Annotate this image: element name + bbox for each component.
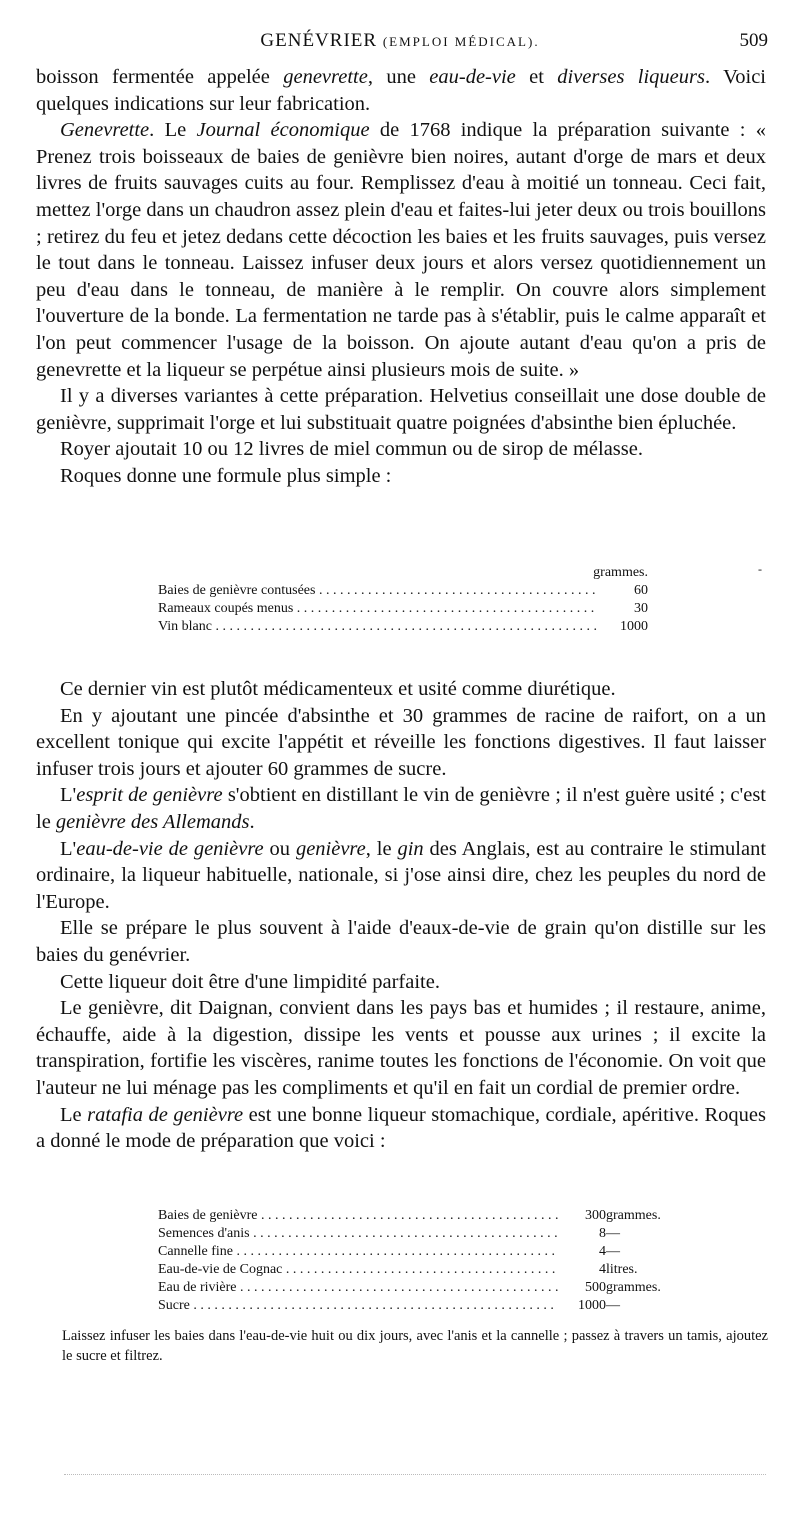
paragraph-4: Royer ajoutait 10 ou 12 livres de miel commun ou de sirop de mélasse. bbox=[60, 438, 643, 461]
paragraph-8 bbox=[36, 782, 766, 835]
ingredient-quantity: 4 bbox=[558, 1243, 606, 1261]
recipe-row bbox=[158, 1279, 698, 1297]
running-title-main: GENÉVRIER bbox=[260, 30, 378, 51]
page-number: 509 bbox=[739, 30, 768, 51]
ingredient-name: Eau de rivière . . . bbox=[158, 1279, 558, 1297]
italic-term: diverses liqueurs bbox=[557, 66, 705, 88]
recipe-row bbox=[158, 600, 648, 618]
paragraph-7: En y ajoutant une pincée d'absinthe et 30 grammes de racine de raifort, on a un excellent tonique qui excite l'appétit et réveille les fonctions digestives. Il faut laisser infuser trois jours et ajouter 60 grammes de sucre. bbox=[36, 704, 766, 780]
margin-mark: - bbox=[758, 562, 762, 576]
paragraph-3: Il y a diverses variantes à cette préparation. Helvetius conseillait une dose double de genièvre, supprimait l'orge et lui substituait quatre poignées d'absinthe bien épluchée. bbox=[36, 385, 766, 434]
main-text-continued bbox=[36, 676, 766, 1155]
paragraph-12: Le genièvre, dit Daignan, convient dans les pays bas et humides ; il restaure, anime, échauffe, aide à la digestion, dissipe les vents et pousse aux urines ; il excite la transpiration, fortifie les viscères, ranime toutes les fonctions de l'économie. On voit que l'auteur ne lui ménage pas les compliments et qu'il en fait un cordial de premier ordre. bbox=[36, 997, 766, 1099]
ingredient-name: Semences d'anis . . . bbox=[158, 1225, 558, 1243]
ingredient-quantity: 4 bbox=[558, 1261, 606, 1279]
ingredient-quantity: 500 bbox=[558, 1279, 606, 1297]
text-run: . Le bbox=[149, 119, 197, 142]
text-run: . bbox=[249, 810, 255, 833]
italic-term: Genevrette bbox=[60, 119, 150, 142]
footer-rule bbox=[64, 1474, 766, 1475]
ingredient-quantity: 300 bbox=[558, 1207, 606, 1225]
ingredient-name: Cannelle fine . . . bbox=[158, 1243, 558, 1261]
paragraph-2 bbox=[36, 117, 766, 383]
italic-term: Journal économique bbox=[196, 119, 370, 142]
ingredient-unit: — bbox=[606, 1298, 620, 1313]
recipe-table-1 bbox=[158, 564, 648, 636]
text-run: Le bbox=[60, 1103, 88, 1126]
paragraph-10: Elle se prépare le plus souvent à l'aide d'eaux-de-vie de grain qu'on distille sur les baies du genévrier. bbox=[36, 917, 766, 966]
ingredient-name: Eau-de-vie de Cognac . . . bbox=[158, 1261, 558, 1279]
main-text bbox=[36, 64, 766, 490]
ingredient-unit: grammes. bbox=[606, 1280, 661, 1295]
ingredient-quantity: 1000 bbox=[598, 618, 648, 636]
ingredient-quantity: 60 bbox=[598, 582, 648, 600]
text-run: ou bbox=[263, 837, 296, 860]
unit-header: grammes. bbox=[593, 565, 648, 580]
ingredient-name: Vin blanc . . . bbox=[158, 618, 598, 636]
text-run: de 1768 indique la préparation suivante : « Prenez trois boisseaux de baies de genièvre bien noires, autant d'orge de mars et deux livres de fruits sauvages cuits au four. Remplissez d'eau à moitié un tonneau. Ceci fait, mettez l'orge dans un chaudron assez plein d'eau et faites-lui jeter deux ou trois bouillons ; retirez du feu et jetez dedans cette décoction les baies et les fruits sauvages, puis versez le tout dans le tonneau. Laissez infuser deux jours et alors versez quotidiennement un peu d'eau dans le tonneau, de manière à le remplir. On couvre alors simplement l'ouverture de la bonde. La fermentation ne tarde pas à s'établir, puis le calme apparaît et l'on peut commencer l'usage de la boisson. On ajoute autant d'eau qu'on a pris de genevrette et la liqueur se perpétue ainsi plusieurs mois de suite. » bbox=[36, 119, 766, 381]
recipe-table-2 bbox=[158, 1207, 698, 1315]
italic-term: eau-de-vie bbox=[429, 66, 516, 88]
ingredient-unit: grammes. bbox=[606, 1208, 661, 1223]
paragraph-6: Ce dernier vin est plutôt médicamenteux et usité comme diurétique. bbox=[60, 678, 616, 700]
preparation-note: Laissez infuser les baies dans l'eau-de-vie huit ou dix jours, avec l'anis et la cannelle ; passez à travers un tamis, ajoutez le sucre et filtrez. bbox=[62, 1328, 768, 1364]
ingredient-name: Baies de genièvre contusées . . . bbox=[158, 582, 598, 600]
ingredient-unit: litres. bbox=[606, 1262, 638, 1277]
italic-term: eau-de-vie de genièvre bbox=[76, 837, 264, 860]
ingredient-name: Rameaux coupés menus . . . bbox=[158, 600, 598, 618]
text-run: L' bbox=[60, 784, 77, 807]
ingredient-quantity: 30 bbox=[598, 600, 648, 618]
paragraph-5: Roques donne une formule plus simple : bbox=[60, 464, 392, 487]
running-title-sub: (EMPLOI MÉDICAL). bbox=[382, 34, 540, 49]
ingredient-name: Sucre . . . bbox=[158, 1297, 558, 1315]
running-title bbox=[32, 30, 768, 52]
paragraph-13 bbox=[36, 1102, 766, 1155]
text-run: est une bonne liqueur stomachique, cordiale, apéritive. Roques a donné le mode de préparation que voici : bbox=[36, 1103, 766, 1153]
ingredient-quantity: 1000 bbox=[558, 1297, 606, 1315]
paragraph-1 bbox=[36, 64, 766, 117]
ingredient-unit: — bbox=[606, 1244, 620, 1259]
recipe-row bbox=[158, 1225, 698, 1243]
recipe-row bbox=[158, 618, 648, 636]
italic-term: esprit de genièvre bbox=[76, 784, 223, 807]
text-run: , le bbox=[365, 837, 398, 860]
italic-term: genevrette bbox=[283, 66, 368, 88]
text-run: . Voici quelques indications sur leur fabrication. bbox=[36, 66, 766, 115]
italic-term: gin bbox=[397, 837, 424, 860]
ingredient-unit: — bbox=[606, 1226, 620, 1241]
text-run: s'obtient en distillant le vin de genièvre ; il n'est guère usité ; c'est le bbox=[36, 784, 766, 833]
recipe-row bbox=[158, 1261, 698, 1279]
running-header bbox=[32, 30, 768, 58]
ingredient-quantity: 8 bbox=[558, 1225, 606, 1243]
text-run: , une bbox=[367, 66, 430, 88]
text-run: L' bbox=[60, 837, 77, 860]
text-run: boisson fermentée appelée bbox=[36, 66, 284, 88]
italic-term: genièvre bbox=[295, 837, 366, 860]
text-run: et bbox=[515, 66, 558, 88]
recipe-row bbox=[158, 582, 648, 600]
italic-term: genièvre des Allemands bbox=[55, 810, 250, 833]
ingredient-name: Baies de genièvre . . . bbox=[158, 1207, 558, 1225]
paragraph-9 bbox=[36, 836, 766, 916]
text-run: des Anglais, est au contraire le stimulant ordinaire, la liqueur habituelle, nationale, si j'ose ainsi dire, chez les peuples du nord de l'Europe. bbox=[36, 837, 767, 913]
recipe-row bbox=[158, 1243, 698, 1261]
italic-term: ratafia de genièvre bbox=[87, 1103, 244, 1126]
paragraph-11: Cette liqueur doit être d'une limpidité parfaite. bbox=[60, 970, 440, 993]
recipe-row bbox=[158, 1207, 698, 1225]
recipe-row bbox=[158, 1297, 698, 1315]
